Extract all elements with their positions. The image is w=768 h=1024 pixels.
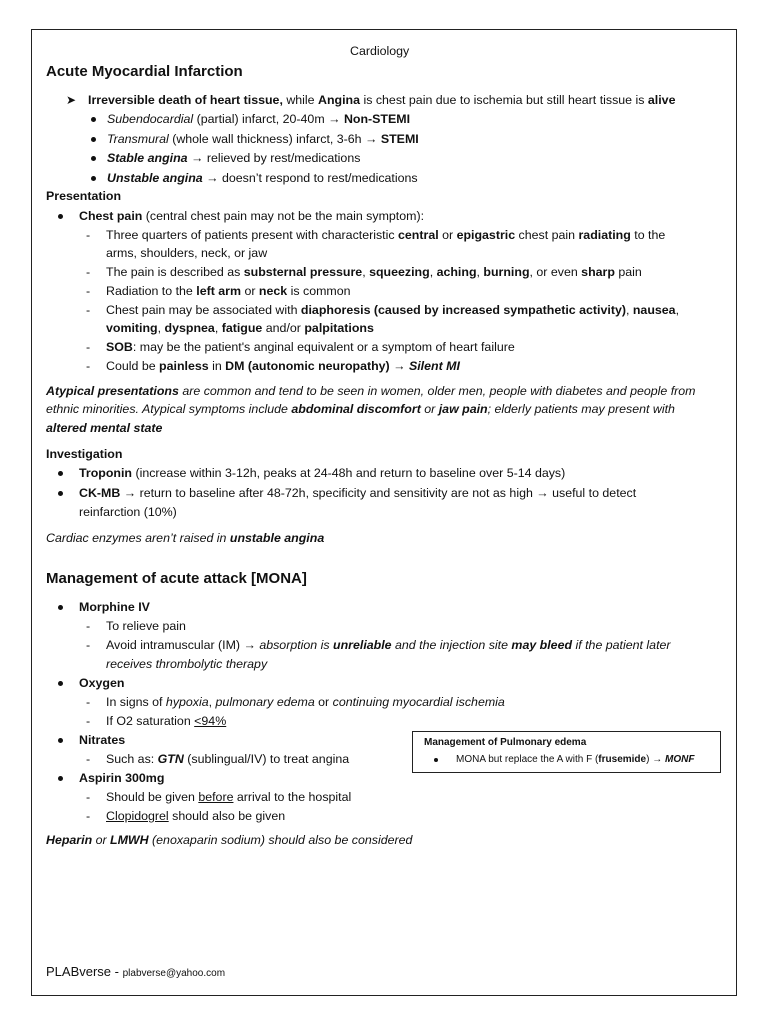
arrow-bullet-icon: ➤ [66, 93, 77, 107]
presentation-heading: Presentation [46, 189, 122, 203]
dash-marker: - [86, 790, 91, 804]
dash-marker: - [86, 228, 91, 242]
pres-item-4-cont: vomiting, dyspnea, fatigue and/or palpitations [106, 321, 374, 335]
bullet-icon [91, 117, 96, 122]
chest-pain-line: Chest pain (central chest pain may not be the main symptom): [79, 209, 425, 223]
dash-marker: - [86, 695, 91, 709]
bullet-icon [58, 214, 63, 219]
dash-marker: - [86, 619, 91, 633]
footer [46, 962, 225, 983]
ami-sub-2: Transmural (whole wall thickness) infarct, 3-6h → STEMI [107, 132, 419, 146]
ckmb-line: CK-MB → return to baseline after 48-72h, specificity and sensitivity are not as high → useful to detect [79, 486, 637, 500]
morphine-item-2-cont: receives thrombolytic therapy [106, 657, 268, 671]
pres-item-5: SOB: may be the patient's anginal equivalent or a symptom of heart failure [106, 340, 515, 354]
pres-item-3: Radiation to the left arm or neck is common [106, 284, 351, 298]
atypical-line-3: altered mental state [46, 421, 163, 435]
pres-item-2: The pain is described as substernal pressure, squeezing, aching, burning, or even sharp pain [106, 265, 642, 279]
morphine-item-1: To relieve pain [106, 619, 186, 633]
atypical-line-2: ethnic minorities. Atypical symptoms include abdominal discomfort or jaw pain; elderly patients may present with [46, 402, 675, 416]
troponin-line: Troponin (increase within 3-12h, peaks at 24-48h and return to baseline over 5-14 days) [79, 466, 566, 480]
bullet-icon [58, 471, 63, 476]
ami-main-point: Irreversible death of heart tissue, while Angina is chest pain due to ischemia but still heart tissue is alive [88, 93, 676, 107]
oxygen-item-1: In signs of hypoxia, pulmonary edema or continuing myocardial ischemia [106, 695, 505, 709]
atypical-line-1: Atypical presentations are common and tend to be seen in women, older men, people with diabetes and people from [46, 384, 696, 398]
pres-item-4: Chest pain may be associated with diaphoresis (caused by increased sympathetic activity), nausea, [106, 303, 680, 317]
edema-box-text: MONA but replace the A with F (frusemide) → MONF [456, 754, 695, 765]
dash-marker: - [86, 809, 91, 823]
dash-marker: - [86, 714, 91, 728]
oxygen-item-2: If O2 saturation <94% [106, 714, 227, 728]
dash-marker: - [86, 752, 91, 766]
ckmb-line-cont: reinfarction (10%) [79, 505, 177, 519]
ami-sub-1: Subendocardial (partial) infarct, 20-40m → Non-STEMI [107, 112, 411, 126]
investigation-heading: Investigation [46, 447, 123, 461]
dash-marker: - [86, 638, 91, 652]
dash-marker: - [86, 340, 91, 354]
aspirin-item-2: Clopidogrel should also be given [106, 809, 286, 823]
bullet-icon [58, 738, 63, 743]
heparin-note: Heparin or LMWH (enoxaparin sodium) should also be considered [46, 833, 413, 847]
bullet-icon [58, 776, 63, 781]
ami-title: Acute Myocardial Infarction [46, 63, 243, 80]
pres-item-1-cont: arms, shoulders, neck, or jaw [106, 246, 268, 260]
bullet-icon [58, 605, 63, 610]
ami-sub-3: Stable angina → relieved by rest/medications [107, 151, 361, 165]
bullet-icon [58, 681, 63, 686]
nitrates-heading: Nitrates [79, 733, 126, 747]
oxygen-heading: Oxygen [79, 676, 125, 690]
footer-email: plabverse@yahoo.com [122, 968, 226, 979]
edema-box-title: Management of Pulmonary edema [424, 737, 587, 748]
bullet-icon [91, 137, 96, 142]
footer-brand: PLABverse - [46, 964, 123, 979]
pres-item-1: Three quarters of patients present with characteristic central or epigastric chest pain radiating to the [106, 228, 666, 242]
morphine-item-2: Avoid intramuscular (IM) → absorption is unreliable and the injection site may bleed if the patient later [106, 638, 671, 652]
bullet-icon [91, 156, 96, 161]
aspirin-heading: Aspirin 300mg [79, 771, 165, 785]
morphine-heading: Morphine IV [79, 600, 150, 614]
pulmonary-edema-box [412, 731, 721, 773]
aspirin-item-1: Should be given before arrival to the hospital [106, 790, 352, 804]
pres-item-6: Could be painless in DM (autonomic neuropathy) → Silent MI [106, 359, 460, 373]
bullet-icon [434, 758, 438, 762]
cardiac-enzymes-note: Cardiac enzymes aren’t raised in unstable angina [46, 531, 325, 545]
dash-marker: - [86, 284, 91, 298]
bullet-icon [91, 176, 96, 181]
nitrates-item-1: Such as: GTN (sublingual/IV) to treat angina [106, 752, 350, 766]
page-header: Cardiology [350, 44, 410, 58]
dash-marker: - [86, 359, 91, 373]
dash-marker: - [86, 265, 91, 279]
ami-sub-4: Unstable angina → doesn’t respond to rest/medications [107, 171, 418, 185]
dash-marker: - [86, 303, 91, 317]
bullet-icon [58, 491, 63, 496]
mona-title: Management of acute attack [MONA] [46, 570, 307, 587]
